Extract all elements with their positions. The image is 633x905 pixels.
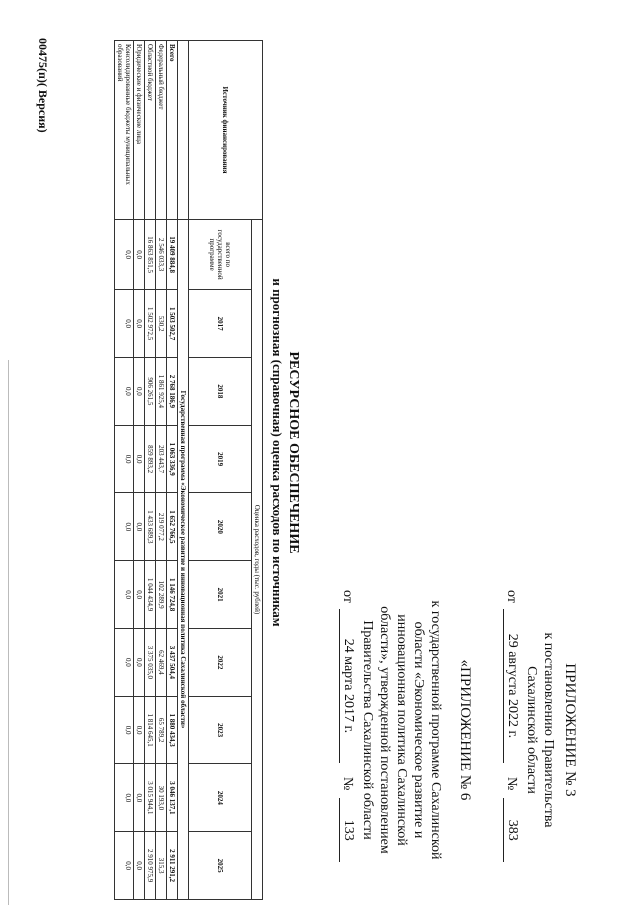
year-value: 0,0 <box>134 832 145 900</box>
year-value: 0,0 <box>134 493 145 561</box>
appendix-6-line: Правительства Сахалинской области <box>360 620 375 840</box>
year-value: 0,0 <box>115 832 134 900</box>
year-value: 859 893,2 <box>145 425 156 493</box>
total-value: 19 409 884,8 <box>167 220 178 290</box>
year-value: 315,3 <box>156 832 167 900</box>
year-value: 0,0 <box>134 628 145 696</box>
table-row <box>115 41 134 900</box>
appendix-3-block <box>503 590 578 870</box>
year-value: 3 437 504,4 <box>167 628 178 696</box>
year-value: 0,0 <box>115 290 134 358</box>
appendix-6-line: области», утвержденной постановлением <box>377 606 392 854</box>
appendix-6-number: 133 <box>339 798 357 862</box>
year-header: 2022 <box>189 628 252 696</box>
total-header: всего по государственной программе <box>189 220 252 290</box>
year-value: 219 077,2 <box>156 493 167 561</box>
year-value: 203 443,7 <box>156 425 167 493</box>
year-value: 0,0 <box>115 696 134 764</box>
year-value: 0,0 <box>134 357 145 425</box>
year-value: 1 880 434,3 <box>167 696 178 764</box>
number-label: № <box>504 776 519 791</box>
year-value: 1 146 724,8 <box>167 561 178 629</box>
year-value: 1 861 925,4 <box>156 357 167 425</box>
appendix-6-line: к государственной программе Сахалинской <box>428 600 443 860</box>
year-value: 530,2 <box>156 290 167 358</box>
appendix-6-line: области «Экономическое развитие и <box>411 621 426 839</box>
financing-table <box>114 40 263 900</box>
year-header: 2019 <box>189 425 252 493</box>
program-title: Государственная программа «Экономическое развитие и инновационная политика Сахалинской области» <box>178 220 189 900</box>
year-value: 1 063 336,9 <box>167 425 178 493</box>
table-header-row <box>252 41 263 900</box>
appendix-6-title: «ПРИЛОЖЕНИЕ № 6 <box>457 659 473 801</box>
year-value: 0,0 <box>115 561 134 629</box>
year-value: 3 015 944,1 <box>145 764 156 832</box>
year-header: 2024 <box>189 764 252 832</box>
year-value: 65 789,2 <box>156 696 167 764</box>
total-value: 0,0 <box>115 220 134 290</box>
year-header: 2021 <box>189 561 252 629</box>
total-value: 2 546 033,3 <box>156 220 167 290</box>
year-value: 3 375 035,0 <box>145 628 156 696</box>
from-label: от <box>504 590 519 603</box>
appendix-3-line: Сахалинской области <box>524 666 539 794</box>
year-value: 2 910 975,9 <box>145 832 156 900</box>
year-header: 2018 <box>189 357 252 425</box>
document-title-main: РЕСУРСНОЕ ОБЕСПЕЧЕНИЕ <box>286 351 301 554</box>
source-name: Областной бюджет <box>145 41 156 220</box>
year-value: 0,0 <box>134 290 145 358</box>
year-value: 1 433 689,3 <box>145 493 156 561</box>
year-header: 2023 <box>189 696 252 764</box>
source-name: Федеральный бюджет <box>156 41 167 220</box>
appendix-3-line: к постановлению Правительства <box>541 632 556 828</box>
document-title-sub: и прогнозная (справочная) оценка расходов по источникам <box>270 278 285 627</box>
year-value: 906 261,5 <box>145 357 156 425</box>
appendix-3-title: ПРИЛОЖЕНИЕ № 3 <box>562 663 578 797</box>
year-value: 2 911 291,2 <box>167 832 178 900</box>
document-title <box>269 0 301 905</box>
appendix-3-date: 29 августа 2022 г. <box>503 609 521 763</box>
number-label: № <box>340 776 355 791</box>
table-row <box>156 41 167 900</box>
year-value: 30 193,0 <box>156 764 167 832</box>
source-name: Консолидированные бюджеты муниципальных образований <box>115 41 134 220</box>
appendix-3-number: 383 <box>503 798 521 862</box>
appendix-6-block <box>339 590 473 870</box>
document-footer: 00475(п)( Версия) <box>36 38 50 133</box>
year-header: 2020 <box>189 493 252 561</box>
year-value: 0,0 <box>134 561 145 629</box>
year-value: 0,0 <box>115 764 134 832</box>
estimate-header: Оценка расходов, годы (тыс. рублей) <box>252 220 263 900</box>
total-value: 16 863 851,5 <box>145 220 156 290</box>
source-name: Всего <box>167 41 178 220</box>
appendix-6-line: инновационная политика Сахалинской <box>394 614 409 846</box>
year-value: 0,0 <box>115 425 134 493</box>
appendix-6-dateline <box>339 590 357 870</box>
year-value: 0,0 <box>115 493 134 561</box>
year-value: 3 046 137,1 <box>167 764 178 832</box>
year-value: 0,0 <box>134 696 145 764</box>
year-value: 0,0 <box>115 357 134 425</box>
year-value: 102 289,9 <box>156 561 167 629</box>
year-value: 2 768 186,9 <box>167 357 178 425</box>
from-label: от <box>340 590 355 603</box>
year-value: 1 044 434,9 <box>145 561 156 629</box>
program-row <box>178 41 189 900</box>
year-header: 2025 <box>189 832 252 900</box>
year-header: 2017 <box>189 290 252 358</box>
total-value: 0,0 <box>134 220 145 290</box>
appendix-3-dateline <box>503 590 521 870</box>
year-value: 62 469,4 <box>156 628 167 696</box>
source-name: Юридические и физические лица <box>134 41 145 220</box>
year-value: 1 503 502,7 <box>167 290 178 358</box>
year-value: 1 652 766,5 <box>167 493 178 561</box>
source-header: Источник финансирования <box>189 41 263 220</box>
table-row <box>145 41 156 900</box>
year-value: 0,0 <box>134 425 145 493</box>
year-value: 1 814 645,1 <box>145 696 156 764</box>
year-value: 0,0 <box>115 628 134 696</box>
table-row <box>134 41 145 900</box>
year-value: 0,0 <box>134 764 145 832</box>
table-row <box>167 41 178 900</box>
year-value: 1 502 972,5 <box>145 290 156 358</box>
appendix-6-date: 24 марта 2017 г. <box>339 609 357 763</box>
